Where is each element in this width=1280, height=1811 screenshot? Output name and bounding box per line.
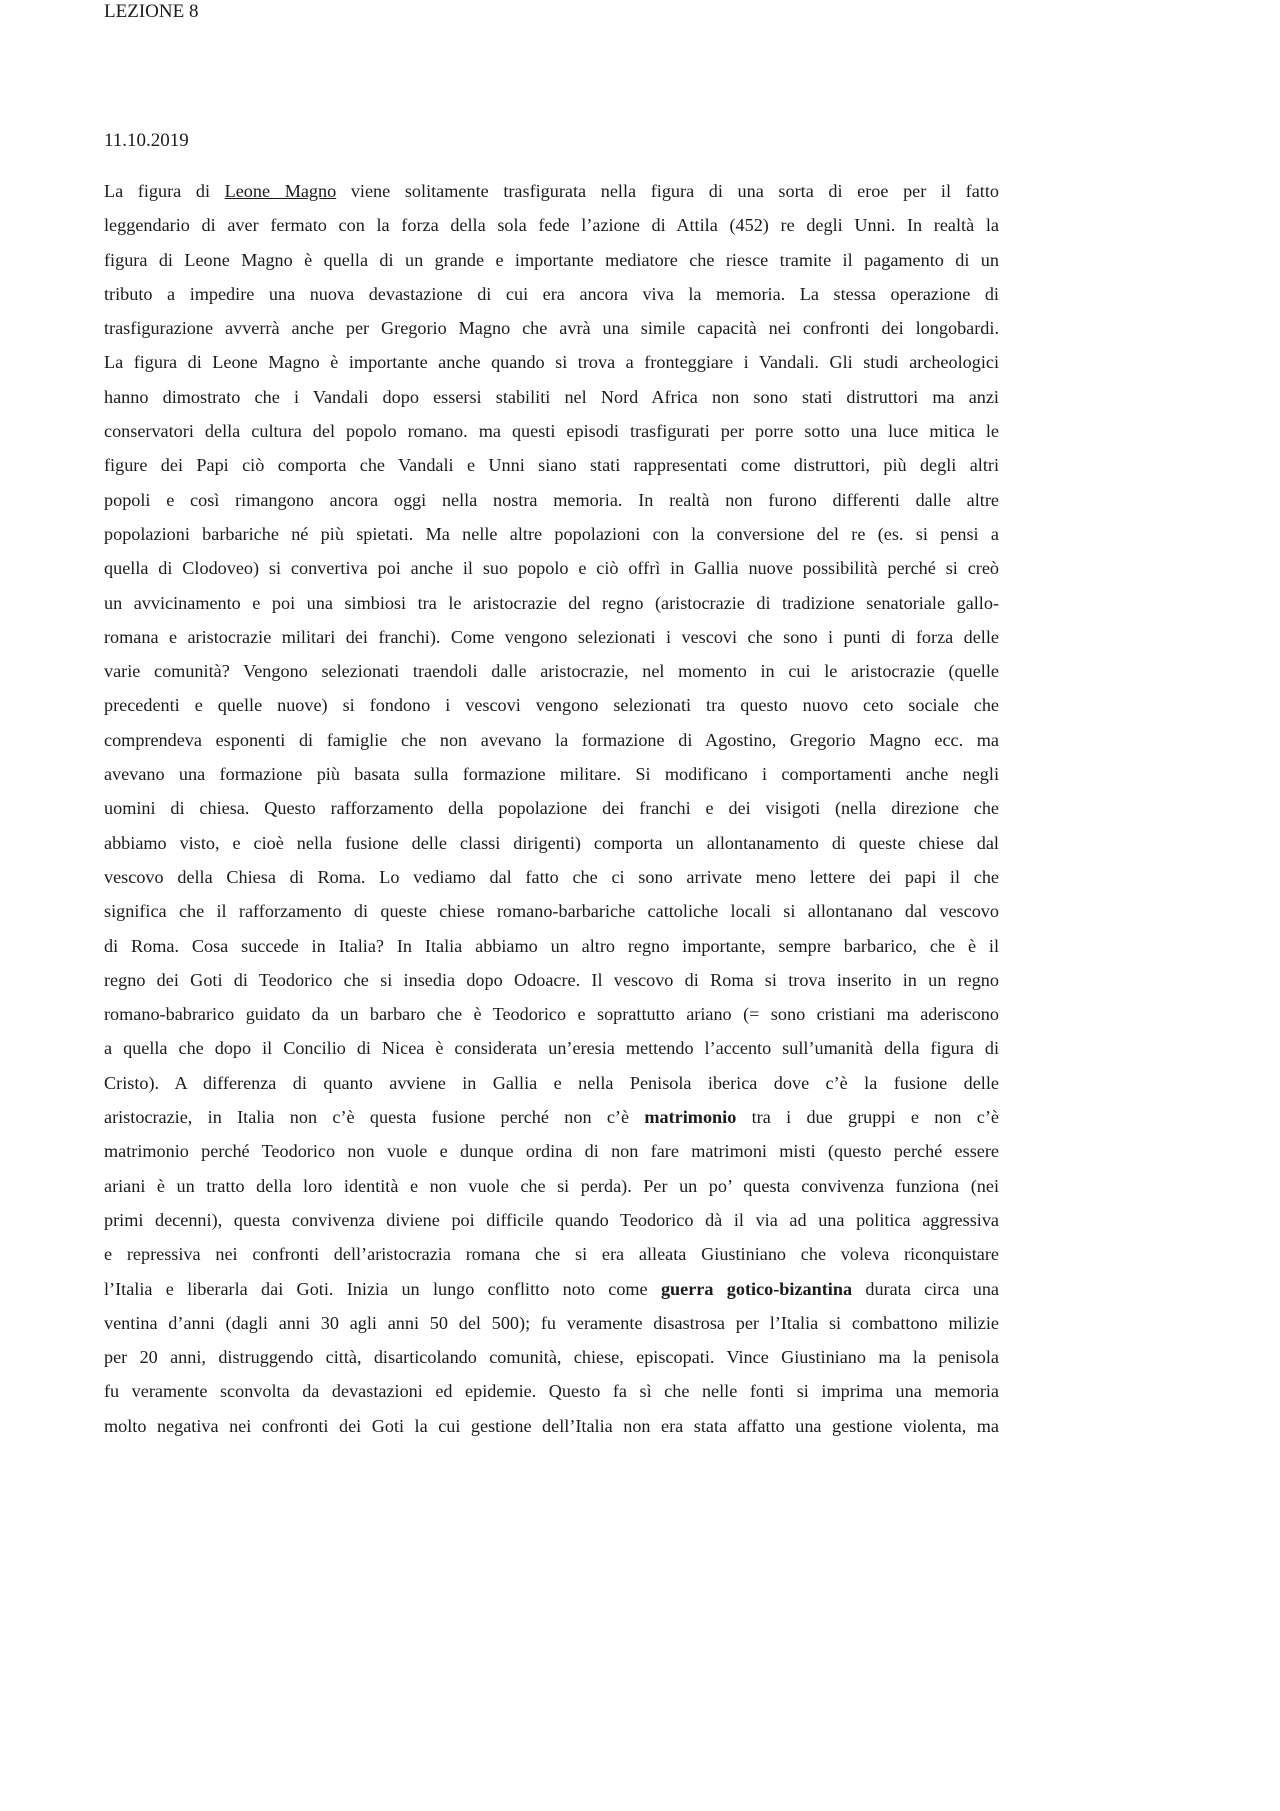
text-line: La figura di Leone Magno è importante anche quando si trova a fronteggiare i Vandali. Gli studi archeologici xyxy=(104,352,999,373)
text-line: tributo a impedire una nuova devastazione di cui era ancora viva la memoria. La stessa operazione di xyxy=(104,283,999,304)
text-line: romana e aristocrazie militari dei franchi). Come vengono selezionati i vescovi che sono i punti di forza delle xyxy=(104,626,999,647)
text-segment: durata circa una xyxy=(852,1278,999,1299)
text-segment: viene solitamente trasfigurata nella figura di una sorta di eroe per il fatto xyxy=(336,181,999,201)
text-line: comprendeva esponenti di famiglie che non avevano la formazione di Agostino, Gregorio Magno ecc. ma xyxy=(104,729,999,750)
text-line: di Roma. Cosa succede in Italia? In Italia abbiamo un altro regno importante, sempre barbarico, che è il xyxy=(104,935,999,956)
text-line: trasfigurazione avverrà anche per Gregorio Magno che avrà una simile capacità nei confronti dei longobardi. xyxy=(104,318,999,339)
text-line: avevano una formazione più basata sulla formazione militare. Si modificano i comportamenti anche negli xyxy=(104,764,999,785)
text-line: abbiamo visto, e cioè nella fusione delle classi dirigenti) comporta un allontanamento di queste chiese dal xyxy=(104,832,999,853)
text-line: ariani è un tratto della loro identità e non vuole che si perda). Per un po’ questa convivenza funziona (nei xyxy=(104,1175,999,1196)
body-paragraph xyxy=(104,174,999,1443)
text-line: conservatori della cultura del popolo romano. ma questi episodi trasfigurati per porre sotto una luce mitica le xyxy=(104,421,999,442)
text-line: regno dei Goti di Teodorico che si insedia dopo Odoacre. Il vescovo di Roma si trova inserito in un regno xyxy=(104,969,999,990)
text-line: primi decenni), questa convivenza diviene poi difficile quando Teodorico dà il via ad una politica aggressiva xyxy=(104,1209,999,1230)
text-line: matrimonio perché Teodorico non vuole e dunque ordina di non fare matrimoni misti (questo perché essere xyxy=(104,1141,999,1162)
text-line: e repressiva nei confronti dell’aristocrazia romana che si era alleata Giustiniano che voleva riconquistare xyxy=(104,1244,999,1265)
text-line xyxy=(104,174,999,208)
text-line: a quella che dopo il Concilio di Nicea è considerata un’eresia mettendo l’accento sull’umanità della figura di xyxy=(104,1038,999,1059)
text-segment: tra i due gruppi e non c’è xyxy=(736,1107,999,1128)
text-line: precedenti e quelle nuove) si fondono i vescovi vengono selezionati tra questo nuovo ceto sociale che xyxy=(104,695,999,716)
text-line: ventina d’anni (dagli anni 30 agli anni 50 del 500); fu veramente disastrosa per l’Italia si combattono milizie xyxy=(104,1312,999,1333)
text-line xyxy=(104,1272,999,1306)
text-line: figura di Leone Magno è quella di un grande e importante mediatore che riesce tramite il pagamento di un xyxy=(104,249,999,270)
text-line: popoli e così rimangono ancora oggi nella nostra memoria. In realtà non furono differenti dalle altre xyxy=(104,489,999,510)
bold-term: guerra gotico-bizantina xyxy=(660,1278,853,1299)
underlined-term: Leone Magno xyxy=(224,181,337,201)
text-line: un avvicinamento e poi una simbiosi tra le aristocrazie del regno (aristocrazie di tradizione senatoriale gallo- xyxy=(104,592,999,613)
text-segment: aristocrazie, in Italia non c’è questa fusione perché non c’è xyxy=(104,1107,645,1128)
text-line: significa che il rafforzamento di queste chiese romano-barbariche cattoliche locali si allontanano dal vescovo xyxy=(104,901,999,922)
text-line: popolazioni barbariche né più spietati. Ma nelle altre popolazioni con la conversione del re (es. si pensi a xyxy=(104,523,999,544)
text-segment: l’Italia e liberarla dai Goti. Inizia un lungo conflitto noto come xyxy=(104,1278,661,1299)
text-line: uomini di chiesa. Questo rafforzamento della popolazione dei franchi e dei visigoti (nella direzione che xyxy=(104,798,999,819)
text-line xyxy=(104,1100,999,1134)
lesson-date: 11.10.2019 xyxy=(104,130,189,151)
lesson-title: LEZIONE 8 xyxy=(104,1,199,22)
text-line: quella di Clodoveo) si convertiva poi anche il suo popolo e ciò offrì in Gallia nuove possibilità perché si creò xyxy=(104,558,999,579)
text-line: figure dei Papi ciò comporta che Vandali e Unni siano stati rappresentati come distruttori, più degli altri xyxy=(104,455,999,476)
text-line: hanno dimostrato che i Vandali dopo essersi stabiliti nel Nord Africa non sono stati distruttori ma anzi xyxy=(104,386,999,407)
text-line: vescovo della Chiesa di Roma. Lo vediamo dal fatto che ci sono arrivate meno lettere dei papi il che xyxy=(104,866,999,887)
text-line: molto negativa nei confronti dei Goti la cui gestione dell’Italia non era stata affatto una gestione violenta, ma xyxy=(104,1415,999,1436)
text-line: leggendario di aver fermato con la forza della sola fede l’azione di Attila (452) re degli Unni. In realtà la xyxy=(104,215,999,236)
bold-term: matrimonio xyxy=(644,1107,737,1128)
text-segment: La figura di xyxy=(104,181,225,201)
text-line: fu veramente sconvolta da devastazioni ed epidemie. Questo fa sì che nelle fonti si imprima una memoria xyxy=(104,1381,999,1402)
text-line: varie comunità? Vengono selezionati traendoli dalle aristocrazie, nel momento in cui le aristocrazie (quelle xyxy=(104,661,999,682)
text-line: per 20 anni, distruggendo città, disarticolando comunità, chiese, episcopati. Vince Giustiniano ma la penisola xyxy=(104,1347,999,1368)
text-line: Cristo). A differenza di quanto avviene in Gallia e nella Penisola iberica dove c’è la fusione delle xyxy=(104,1072,999,1093)
text-line: romano-babrarico guidato da un barbaro che è Teodorico e soprattutto ariano (= sono cristiani ma aderiscono xyxy=(104,1004,999,1025)
